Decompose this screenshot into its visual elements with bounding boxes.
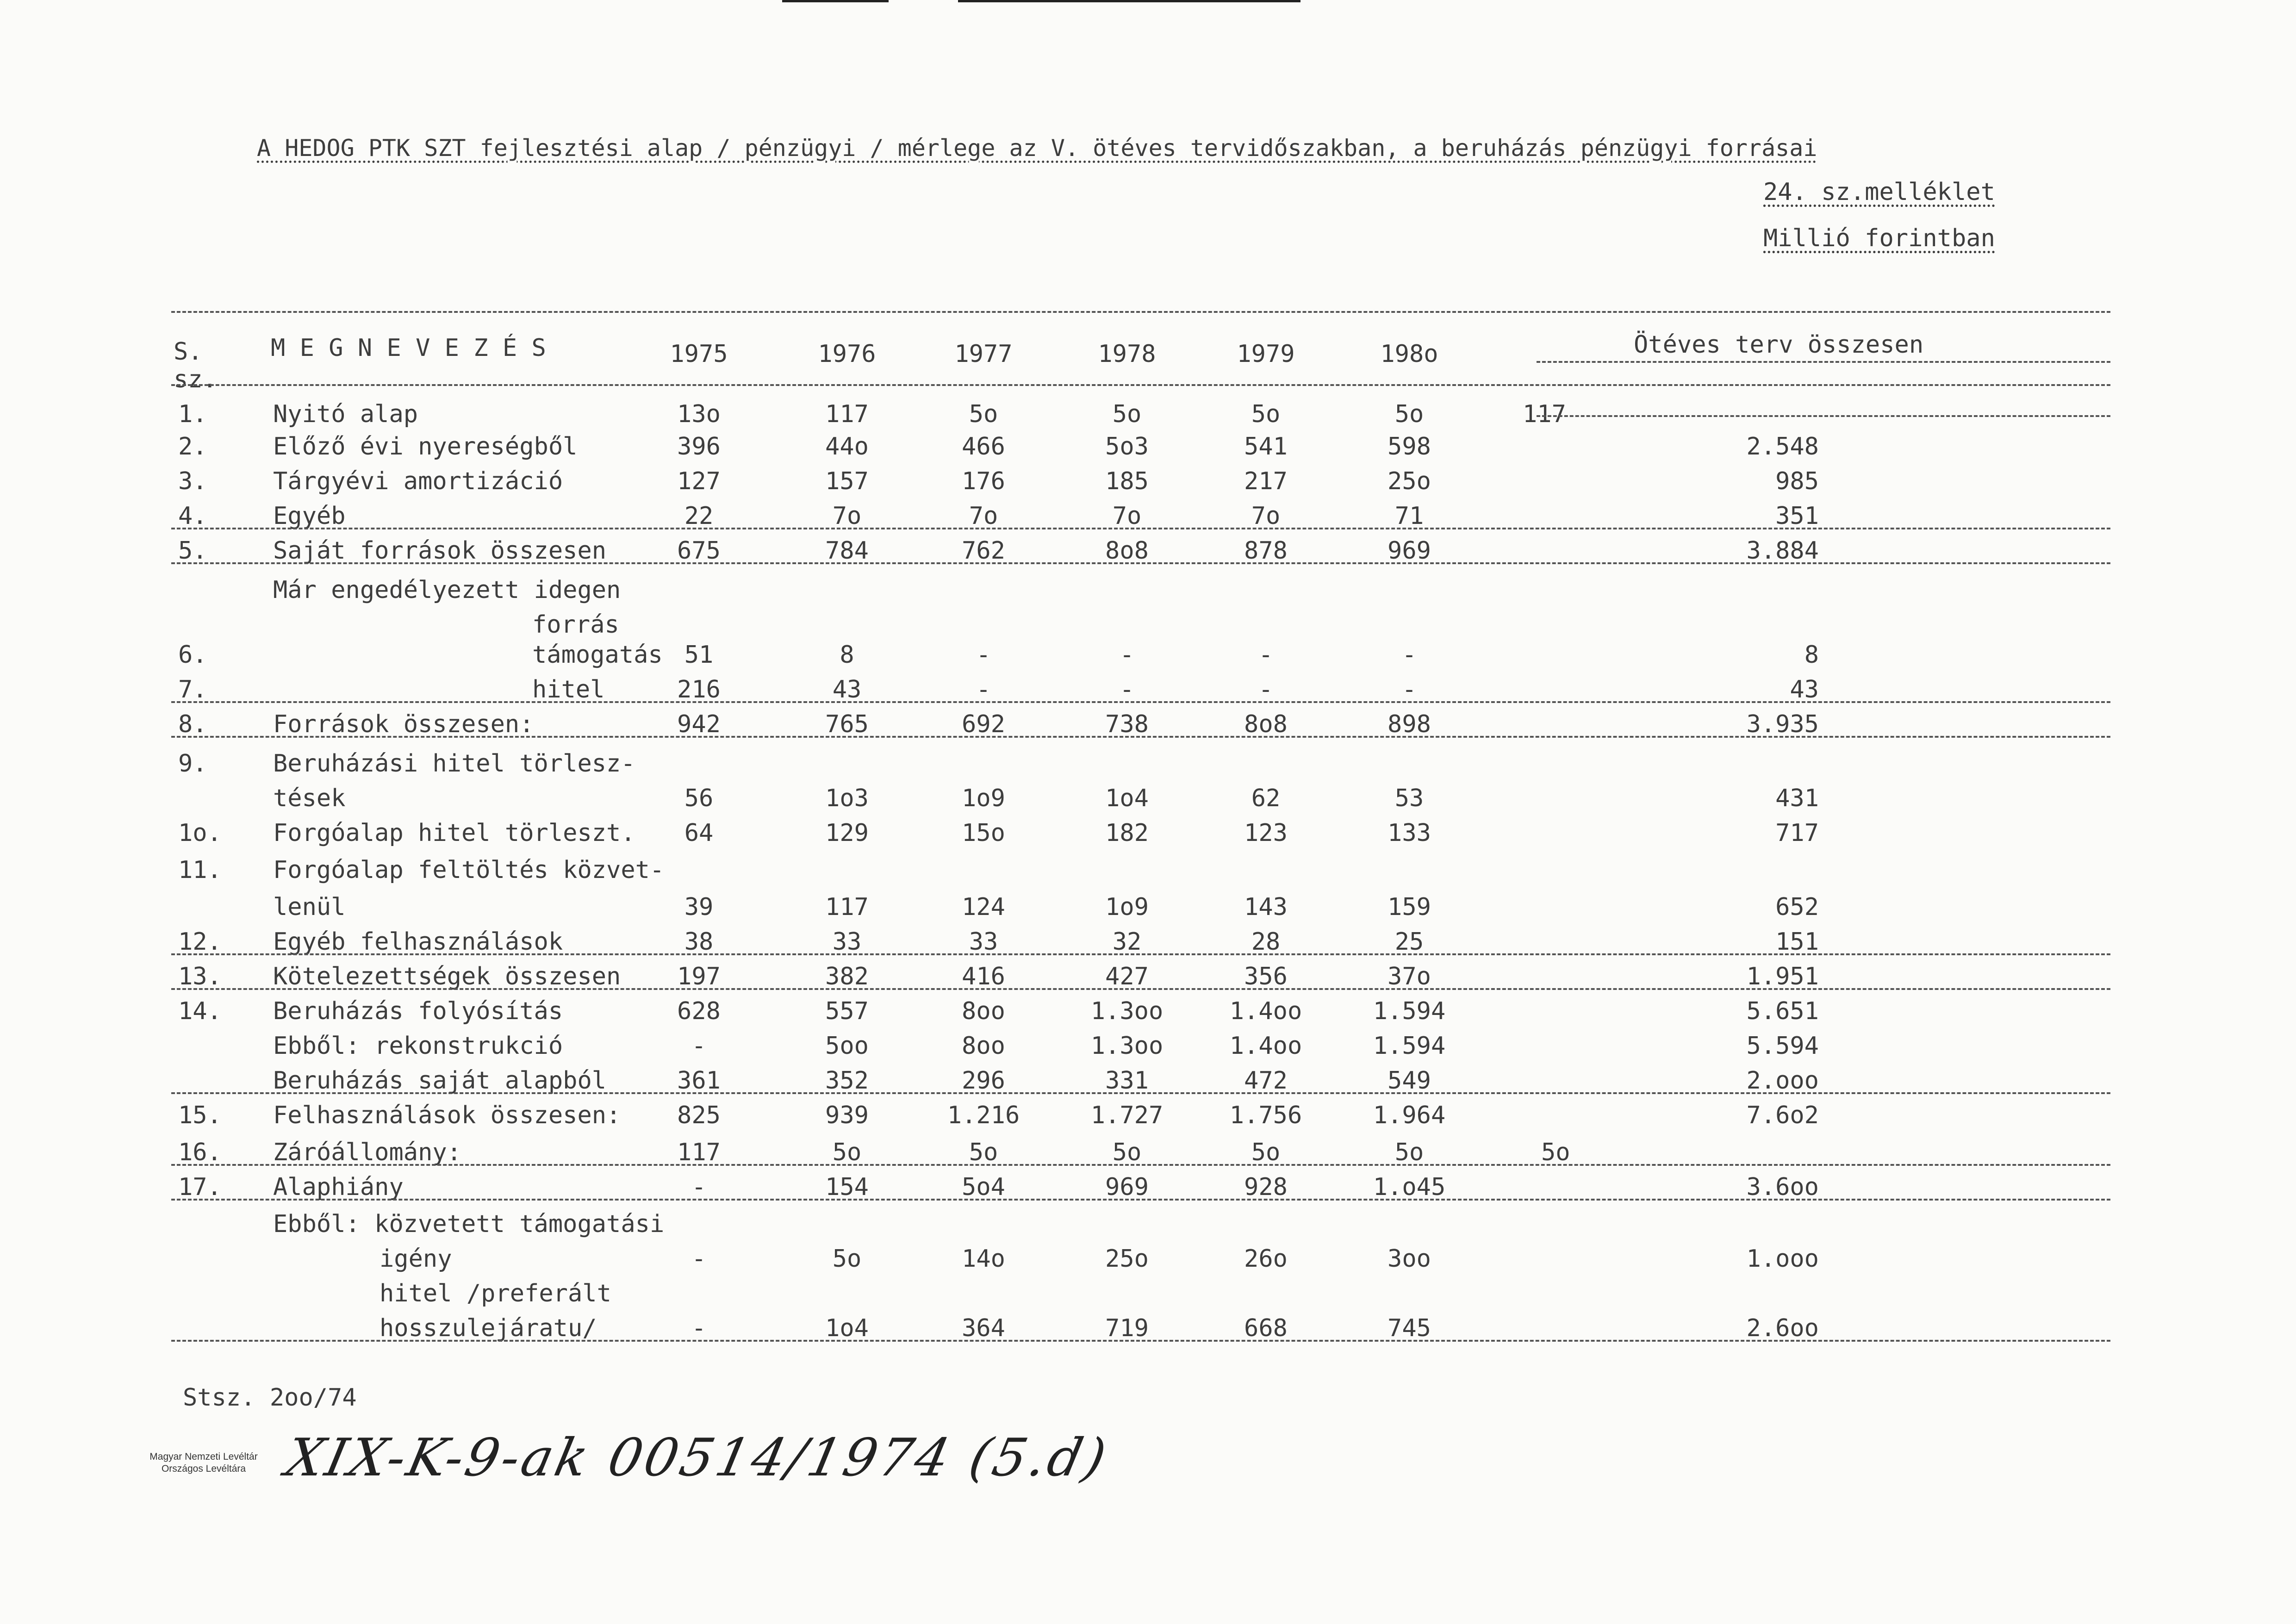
cell-value: 185 bbox=[1105, 467, 1149, 495]
cell-total: 3.6oo bbox=[1746, 1173, 1819, 1201]
cell-value: 53 bbox=[1394, 784, 1424, 812]
header-year: 198o bbox=[1380, 340, 1438, 368]
row-label: Záróállomány: bbox=[273, 1139, 461, 1166]
cell-total: 5o bbox=[1541, 1139, 1570, 1166]
cell-total: 8 bbox=[1804, 641, 1819, 669]
cell-value: 157 bbox=[825, 467, 869, 495]
cell-value: 5o3 bbox=[1105, 433, 1149, 460]
cell-value: 296 bbox=[962, 1067, 1005, 1095]
cell-value: 1.964 bbox=[1373, 1101, 1446, 1129]
cell-value: 1o9 bbox=[962, 784, 1005, 812]
cell-value: 928 bbox=[1244, 1173, 1288, 1201]
cell-value: - bbox=[691, 1173, 706, 1201]
cell-value: 129 bbox=[825, 819, 869, 847]
cell-value: 5o bbox=[969, 400, 998, 428]
cell-value: 1.3oo bbox=[1090, 1032, 1164, 1060]
cell-value: 5o bbox=[1394, 400, 1424, 428]
cell-value: 5o bbox=[1394, 1139, 1424, 1166]
cell-value: 356 bbox=[1244, 963, 1288, 990]
cell-value: 64 bbox=[684, 819, 714, 847]
cell-value: 5o bbox=[969, 1139, 998, 1166]
stamp-line-2: Országos Levéltára bbox=[161, 1463, 246, 1474]
row-number: 17. bbox=[178, 1173, 222, 1201]
cell-value: 692 bbox=[962, 710, 1005, 738]
cell-value: 39 bbox=[684, 893, 714, 921]
header-year: 1977 bbox=[954, 340, 1013, 368]
cell-value: 182 bbox=[1105, 819, 1149, 847]
row-label: Ebből: közvetett támogatási bbox=[273, 1210, 665, 1238]
cell-value: 1.594 bbox=[1373, 997, 1446, 1025]
cell-value: 878 bbox=[1244, 537, 1288, 565]
cell-value: 1.594 bbox=[1373, 1032, 1446, 1060]
cell-value: 331 bbox=[1105, 1067, 1149, 1095]
cell-value: 1.o45 bbox=[1373, 1173, 1446, 1201]
cell-value: 117 bbox=[677, 1139, 721, 1166]
top-border-left bbox=[782, 0, 889, 2]
cell-value: 1.756 bbox=[1229, 1101, 1302, 1129]
cell-value: 133 bbox=[1388, 819, 1431, 847]
cell-value: 1.4oo bbox=[1229, 1032, 1302, 1060]
cell-value: 472 bbox=[1244, 1067, 1288, 1095]
cell-value: 44o bbox=[825, 433, 869, 460]
row-number: 6. bbox=[178, 641, 207, 669]
cell-value: 7o bbox=[832, 502, 862, 530]
row-label: Tárgyévi amortizáció bbox=[273, 467, 563, 495]
row-rule bbox=[171, 562, 2110, 564]
row-number: 9. bbox=[178, 750, 207, 778]
row-rule bbox=[171, 953, 2110, 955]
row-number: 11. bbox=[178, 856, 222, 884]
header-total: Ötéves terv összesen bbox=[1634, 331, 1924, 359]
cell-total: 431 bbox=[1775, 784, 1819, 812]
row-rule bbox=[171, 1340, 2110, 1342]
row-label: Felhasználások összesen: bbox=[273, 1101, 621, 1129]
cell-value: - bbox=[1120, 676, 1134, 703]
cell-value: 43 bbox=[832, 676, 862, 703]
row-label: Beruházási hitel törlesz- bbox=[273, 750, 635, 778]
row-label: Saját források összesen bbox=[273, 537, 607, 565]
row-rule bbox=[171, 701, 2110, 703]
total-subrule bbox=[1537, 361, 2110, 363]
cell-value: - bbox=[691, 1245, 706, 1273]
cell-total: 1.951 bbox=[1746, 963, 1819, 990]
header-no-2: sz. bbox=[174, 366, 217, 393]
cell-value: 1.727 bbox=[1090, 1101, 1164, 1129]
cell-value: 51 bbox=[684, 641, 714, 669]
header-year: 1976 bbox=[818, 340, 876, 368]
cell-total: 1.ooo bbox=[1746, 1245, 1819, 1273]
row-rule bbox=[1537, 415, 2110, 417]
cell-value: 541 bbox=[1244, 433, 1288, 460]
row-number: 13. bbox=[178, 963, 222, 990]
cell-value: - bbox=[691, 1314, 706, 1342]
cell-value: 8o8 bbox=[1105, 537, 1149, 565]
document-title: A HEDOG PTK SZT fejlesztési alap / pénzügyi / mérlege az V. ötéves tervidőszakban, a beruházás pénzügyi forrásai bbox=[257, 135, 1817, 162]
cell-value: 628 bbox=[677, 997, 721, 1025]
cell-value: 969 bbox=[1105, 1173, 1149, 1201]
unit-label: Millió forintban bbox=[1763, 224, 1995, 252]
cell-value: 825 bbox=[677, 1101, 721, 1129]
cell-value: 5o bbox=[1112, 1139, 1142, 1166]
row-label: Forgóalap feltöltés közvet- bbox=[273, 856, 665, 884]
cell-value: - bbox=[976, 676, 991, 703]
row-label: hosszulejáratu/ bbox=[380, 1314, 597, 1342]
top-border-right bbox=[958, 0, 1300, 2]
cell-value: 598 bbox=[1388, 433, 1431, 460]
row-label: Kötelezettségek összesen bbox=[273, 963, 621, 990]
cell-value: - bbox=[976, 641, 991, 669]
cell-value: 765 bbox=[825, 710, 869, 738]
cell-value: 7o bbox=[1251, 502, 1281, 530]
row-label: lenül bbox=[273, 893, 346, 921]
row-number: 1. bbox=[178, 400, 207, 428]
cell-value: 939 bbox=[825, 1101, 869, 1129]
row-label: hitel /preferált bbox=[380, 1280, 611, 1307]
cell-value: - bbox=[1258, 641, 1273, 669]
stamp-line-1: Magyar Nemzeti Levéltár bbox=[149, 1451, 258, 1462]
cell-value: 784 bbox=[825, 537, 869, 565]
cell-value: 62 bbox=[1251, 784, 1281, 812]
cell-value: 675 bbox=[677, 537, 721, 565]
cell-value: 745 bbox=[1388, 1314, 1431, 1342]
cell-value: 124 bbox=[962, 893, 1005, 921]
cell-total: 117 bbox=[1523, 400, 1566, 428]
row-label: támogatás bbox=[532, 641, 663, 669]
cell-value: 123 bbox=[1244, 819, 1288, 847]
cell-value: 25 bbox=[1394, 928, 1424, 956]
cell-value: 1o3 bbox=[825, 784, 869, 812]
cell-value: 3oo bbox=[1388, 1245, 1431, 1273]
cell-value: 942 bbox=[677, 710, 721, 738]
cell-value: 898 bbox=[1388, 710, 1431, 738]
cell-value: 1o9 bbox=[1105, 893, 1149, 921]
row-label: Már engedélyezett idegen bbox=[273, 576, 621, 604]
cell-value: 738 bbox=[1105, 710, 1149, 738]
header-year: 1978 bbox=[1098, 340, 1156, 368]
cell-value: 38 bbox=[684, 928, 714, 956]
row-label: Alaphiány bbox=[273, 1173, 404, 1201]
header-name: M E G N E V E Z É S bbox=[271, 334, 546, 362]
cell-total: 3.884 bbox=[1746, 537, 1819, 565]
cell-value: 1.4oo bbox=[1229, 997, 1302, 1025]
cell-value: 117 bbox=[825, 400, 869, 428]
cell-value: - bbox=[1402, 676, 1417, 703]
cell-value: 25o bbox=[1388, 467, 1431, 495]
row-number: 3. bbox=[178, 467, 207, 495]
cell-value: 5o bbox=[832, 1139, 862, 1166]
cell-value: 7o bbox=[969, 502, 998, 530]
row-rule bbox=[171, 736, 2110, 738]
row-number: 8. bbox=[178, 710, 207, 738]
cell-value: 117 bbox=[825, 893, 869, 921]
row-label: Források összesen: bbox=[273, 710, 534, 738]
cell-value: 127 bbox=[677, 467, 721, 495]
cell-value: 719 bbox=[1105, 1314, 1149, 1342]
cell-value: 416 bbox=[962, 963, 1005, 990]
row-label: Forgóalap hitel törleszt. bbox=[273, 819, 635, 847]
header-rule bbox=[171, 384, 2110, 386]
cell-value: 668 bbox=[1244, 1314, 1288, 1342]
cell-value: 28 bbox=[1251, 928, 1281, 956]
cell-value: 352 bbox=[825, 1067, 869, 1095]
cell-value: 549 bbox=[1388, 1067, 1431, 1095]
cell-total: 2.6oo bbox=[1746, 1314, 1819, 1342]
row-label: tések bbox=[273, 784, 346, 812]
cell-value: 1.216 bbox=[947, 1101, 1020, 1129]
footer-code: Stsz. 2oo/74 bbox=[183, 1384, 357, 1412]
cell-value: - bbox=[691, 1032, 706, 1060]
row-label: Egyéb bbox=[273, 502, 346, 530]
cell-total: 351 bbox=[1775, 502, 1819, 530]
handwritten-archive-reference: XIX-K-9-ak 00514/1974 (5.d) bbox=[280, 1428, 1114, 1488]
cell-total: 5.594 bbox=[1746, 1032, 1819, 1060]
cell-value: 33 bbox=[969, 928, 998, 956]
cell-total: 2.548 bbox=[1746, 433, 1819, 460]
row-label: Ebből: rekonstrukció bbox=[273, 1032, 563, 1060]
row-number: 7. bbox=[178, 676, 207, 703]
cell-value: 1.3oo bbox=[1090, 997, 1164, 1025]
cell-value: 382 bbox=[825, 963, 869, 990]
cell-value: 176 bbox=[962, 467, 1005, 495]
annex-label: 24. sz.melléklet bbox=[1763, 178, 1995, 206]
cell-value: 217 bbox=[1244, 467, 1288, 495]
cell-value: 143 bbox=[1244, 893, 1288, 921]
cell-value: 364 bbox=[962, 1314, 1005, 1342]
cell-value: 216 bbox=[677, 676, 721, 703]
cell-value: 557 bbox=[825, 997, 869, 1025]
row-number: 14. bbox=[178, 997, 222, 1025]
cell-value: 197 bbox=[677, 963, 721, 990]
cell-value: 7o bbox=[1112, 502, 1142, 530]
row-label: forrás bbox=[532, 611, 619, 639]
cell-value: 8 bbox=[840, 641, 854, 669]
row-number: 1o. bbox=[178, 819, 222, 847]
cell-value: 33 bbox=[832, 928, 862, 956]
cell-value: 5o bbox=[832, 1245, 862, 1273]
cell-total: 2.ooo bbox=[1746, 1067, 1819, 1095]
cell-value: 5o bbox=[1251, 400, 1281, 428]
cell-value: 25o bbox=[1105, 1245, 1149, 1273]
row-label: Nyitó alap bbox=[273, 400, 418, 428]
cell-value: 56 bbox=[684, 784, 714, 812]
row-number: 16. bbox=[178, 1139, 222, 1166]
cell-total: 151 bbox=[1775, 928, 1819, 956]
row-rule bbox=[171, 1092, 2110, 1094]
cell-total: 985 bbox=[1775, 467, 1819, 495]
cell-value: 32 bbox=[1112, 928, 1142, 956]
row-number: 15. bbox=[178, 1101, 222, 1129]
row-rule bbox=[171, 988, 2110, 990]
row-rule bbox=[171, 1199, 2110, 1201]
cell-value: - bbox=[1120, 641, 1134, 669]
row-rule bbox=[171, 1164, 2110, 1166]
row-label: Beruházás folyósítás bbox=[273, 997, 563, 1025]
cell-total: 717 bbox=[1775, 819, 1819, 847]
cell-value: 427 bbox=[1105, 963, 1149, 990]
cell-value: 5o4 bbox=[962, 1173, 1005, 1201]
cell-value: 15o bbox=[962, 819, 1005, 847]
row-number: 4. bbox=[178, 502, 207, 530]
header-year: 1975 bbox=[670, 340, 728, 368]
cell-value: 37o bbox=[1388, 963, 1431, 990]
cell-value: 159 bbox=[1388, 893, 1431, 921]
row-number: 2. bbox=[178, 433, 207, 460]
cell-value: 5o bbox=[1251, 1139, 1281, 1166]
row-label: Beruházás saját alapból bbox=[273, 1067, 607, 1095]
cell-total: 7.6o2 bbox=[1746, 1101, 1819, 1129]
cell-value: 26o bbox=[1244, 1245, 1288, 1273]
table-top-rule bbox=[171, 311, 2110, 313]
cell-value: 154 bbox=[825, 1173, 869, 1201]
cell-value: 13o bbox=[677, 400, 721, 428]
cell-value: 396 bbox=[677, 433, 721, 460]
cell-value: 8oo bbox=[962, 997, 1005, 1025]
row-number: 12. bbox=[178, 928, 222, 956]
cell-value: 5oo bbox=[825, 1032, 869, 1060]
row-number: 5. bbox=[178, 537, 207, 565]
cell-value: 71 bbox=[1394, 502, 1424, 530]
cell-total: 43 bbox=[1790, 676, 1819, 703]
cell-value: 762 bbox=[962, 537, 1005, 565]
row-label: Egyéb felhasználások bbox=[273, 928, 563, 956]
cell-total: 3.935 bbox=[1746, 710, 1819, 738]
row-rule bbox=[171, 528, 2110, 529]
row-label: igény bbox=[380, 1245, 452, 1273]
archive-stamp bbox=[132, 1451, 275, 1475]
cell-value: 8o8 bbox=[1244, 710, 1288, 738]
cell-total: 5.651 bbox=[1746, 997, 1819, 1025]
row-label: Előző évi nyereségből bbox=[273, 433, 578, 460]
cell-value: - bbox=[1402, 641, 1417, 669]
cell-value: 1o4 bbox=[825, 1314, 869, 1342]
cell-value: 22 bbox=[684, 502, 714, 530]
cell-value: 5o bbox=[1112, 400, 1142, 428]
row-label: hitel bbox=[532, 676, 605, 703]
cell-value: 361 bbox=[677, 1067, 721, 1095]
cell-total: 652 bbox=[1775, 893, 1819, 921]
cell-value: 466 bbox=[962, 433, 1005, 460]
cell-value: 14o bbox=[962, 1245, 1005, 1273]
header-no: S. bbox=[174, 338, 203, 366]
header-year: 1979 bbox=[1237, 340, 1295, 368]
cell-value: 1o4 bbox=[1105, 784, 1149, 812]
cell-value: - bbox=[1258, 676, 1273, 703]
cell-value: 969 bbox=[1388, 537, 1431, 565]
cell-value: 8oo bbox=[962, 1032, 1005, 1060]
